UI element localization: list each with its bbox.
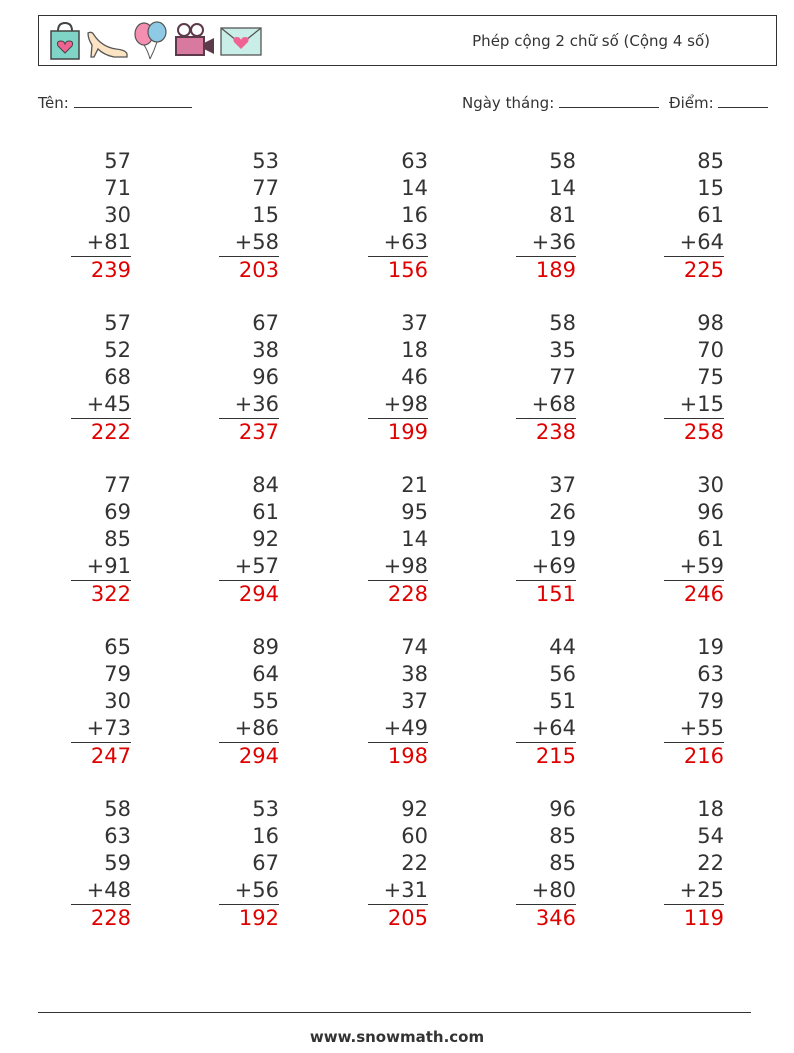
last-addend: +25 (664, 877, 724, 905)
answer: 346 (535, 906, 576, 930)
last-addend: +98 (368, 553, 428, 581)
addend: 51 (549, 689, 576, 713)
answer: 322 (90, 582, 131, 606)
addition-problem (71, 310, 131, 446)
date-blank (559, 93, 659, 108)
addend: 63 (104, 824, 131, 848)
addition-problem (516, 796, 576, 932)
addend: 30 (697, 473, 724, 497)
answer: 247 (90, 744, 131, 768)
addend: 30 (104, 203, 131, 227)
addend: 26 (549, 500, 576, 524)
addend: 14 (401, 176, 428, 200)
addend: 75 (697, 365, 724, 389)
last-addend: +81 (71, 229, 131, 257)
balloons-icon (130, 21, 172, 61)
addend: 81 (549, 203, 576, 227)
addend: 70 (697, 338, 724, 362)
addition-problem (368, 634, 428, 770)
addend: 65 (104, 635, 131, 659)
addend: 96 (549, 797, 576, 821)
addition-problem (368, 310, 428, 446)
love-letter-icon (218, 21, 264, 61)
last-addend: +48 (71, 877, 131, 905)
addend: 37 (401, 689, 428, 713)
last-addend: +15 (664, 391, 724, 419)
answer: 216 (683, 744, 724, 768)
addition-problem (368, 472, 428, 608)
score-field (669, 93, 768, 112)
addend: 61 (697, 203, 724, 227)
addend: 68 (104, 365, 131, 389)
last-addend: +58 (219, 229, 279, 257)
addition-problem (219, 634, 279, 770)
addend: 30 (104, 689, 131, 713)
addend: 63 (401, 149, 428, 173)
addend: 63 (697, 662, 724, 686)
addend: 46 (401, 365, 428, 389)
addend: 38 (252, 338, 279, 362)
addend: 52 (104, 338, 131, 362)
addend: 69 (104, 500, 131, 524)
addend: 18 (697, 797, 724, 821)
answer: 151 (535, 582, 576, 606)
addition-problem (664, 472, 724, 608)
addend: 14 (549, 176, 576, 200)
answer: 198 (387, 744, 428, 768)
addition-problem (516, 148, 576, 284)
last-addend: +68 (516, 391, 576, 419)
addend: 95 (401, 500, 428, 524)
last-addend: +57 (219, 553, 279, 581)
addition-problem (219, 796, 279, 932)
addition-problem (71, 472, 131, 608)
date-field (462, 93, 659, 112)
addend: 98 (697, 311, 724, 335)
answer: 192 (238, 906, 279, 930)
last-addend: +63 (368, 229, 428, 257)
last-addend: +86 (219, 715, 279, 743)
last-addend: +64 (664, 229, 724, 257)
answer: 294 (238, 582, 279, 606)
name-field (38, 93, 192, 112)
addend: 96 (697, 500, 724, 524)
answer: 246 (683, 582, 724, 606)
last-addend: +56 (219, 877, 279, 905)
addend: 59 (104, 851, 131, 875)
addition-problem (219, 148, 279, 284)
addend: 57 (104, 149, 131, 173)
answer: 238 (535, 420, 576, 444)
addend: 92 (252, 527, 279, 551)
last-addend: +69 (516, 553, 576, 581)
addend: 19 (697, 635, 724, 659)
addend: 53 (252, 149, 279, 173)
addend: 84 (252, 473, 279, 497)
addition-problem (368, 796, 428, 932)
answer: 205 (387, 906, 428, 930)
addend: 16 (401, 203, 428, 227)
answer: 237 (238, 420, 279, 444)
last-addend: +36 (516, 229, 576, 257)
addend: 85 (549, 851, 576, 875)
addition-problem (71, 148, 131, 284)
header-box (38, 15, 777, 66)
answer: 228 (90, 906, 131, 930)
answer: 294 (238, 744, 279, 768)
addend: 77 (104, 473, 131, 497)
addend: 38 (401, 662, 428, 686)
addition-problem (219, 472, 279, 608)
addend: 55 (252, 689, 279, 713)
last-addend: +91 (71, 553, 131, 581)
answer: 215 (535, 744, 576, 768)
addend: 58 (549, 311, 576, 335)
addend: 37 (549, 473, 576, 497)
addition-problem (219, 310, 279, 446)
addend: 77 (252, 176, 279, 200)
answer: 119 (683, 906, 724, 930)
last-addend: +49 (368, 715, 428, 743)
addend: 92 (401, 797, 428, 821)
answer: 222 (90, 420, 131, 444)
last-addend: +59 (664, 553, 724, 581)
last-addend: +36 (219, 391, 279, 419)
addition-problem (664, 796, 724, 932)
addition-problem (71, 796, 131, 932)
addend: 35 (549, 338, 576, 362)
addend: 19 (549, 527, 576, 551)
page-title: Phép cộng 2 chữ số (Cộng 4 số) (472, 32, 710, 50)
icon-strip (46, 21, 264, 61)
addend: 96 (252, 365, 279, 389)
last-addend: +64 (516, 715, 576, 743)
name-blank (74, 93, 192, 108)
addend: 77 (549, 365, 576, 389)
high-heel-shoe-icon (84, 21, 130, 61)
answer: 228 (387, 582, 428, 606)
last-addend: +98 (368, 391, 428, 419)
addition-problem (664, 148, 724, 284)
answer: 199 (387, 420, 428, 444)
addend: 67 (252, 851, 279, 875)
answer: 189 (535, 258, 576, 282)
addend: 89 (252, 635, 279, 659)
addition-problem (664, 310, 724, 446)
date-label: Ngày tháng: (462, 94, 555, 112)
addition-problem (516, 472, 576, 608)
addend: 61 (252, 500, 279, 524)
addend: 18 (401, 338, 428, 362)
addition-problem (71, 634, 131, 770)
score-blank (718, 93, 768, 108)
addition-problem (516, 310, 576, 446)
addend: 16 (252, 824, 279, 848)
movie-camera-icon (172, 21, 218, 61)
addition-problem (368, 148, 428, 284)
footer-divider (38, 1012, 751, 1013)
answer: 203 (238, 258, 279, 282)
addend: 79 (697, 689, 724, 713)
addend: 56 (549, 662, 576, 686)
addend: 58 (549, 149, 576, 173)
addend: 85 (549, 824, 576, 848)
addend: 21 (401, 473, 428, 497)
addend: 85 (104, 527, 131, 551)
addend: 54 (697, 824, 724, 848)
last-addend: +73 (71, 715, 131, 743)
addend: 67 (252, 311, 279, 335)
shopping-bag-heart-icon (46, 21, 84, 61)
addend: 85 (697, 149, 724, 173)
addend: 44 (549, 635, 576, 659)
answer: 258 (683, 420, 724, 444)
answer: 225 (683, 258, 724, 282)
answer: 156 (387, 258, 428, 282)
name-label: Tên: (38, 94, 69, 112)
addend: 74 (401, 635, 428, 659)
addition-problem (664, 634, 724, 770)
last-addend: +80 (516, 877, 576, 905)
addend: 64 (252, 662, 279, 686)
addend: 15 (252, 203, 279, 227)
addend: 15 (697, 176, 724, 200)
addend: 22 (697, 851, 724, 875)
addend: 79 (104, 662, 131, 686)
addend: 57 (104, 311, 131, 335)
answer: 239 (90, 258, 131, 282)
addend: 37 (401, 311, 428, 335)
addend: 61 (697, 527, 724, 551)
footer-site: www.snowmath.com (309, 1028, 485, 1046)
addend: 14 (401, 527, 428, 551)
addition-problem (516, 634, 576, 770)
addend: 58 (104, 797, 131, 821)
last-addend: +55 (664, 715, 724, 743)
last-addend: +45 (71, 391, 131, 419)
addend: 53 (252, 797, 279, 821)
score-label: Điểm: (669, 94, 714, 112)
last-addend: +31 (368, 877, 428, 905)
addend: 71 (104, 176, 131, 200)
addend: 60 (401, 824, 428, 848)
addend: 22 (401, 851, 428, 875)
